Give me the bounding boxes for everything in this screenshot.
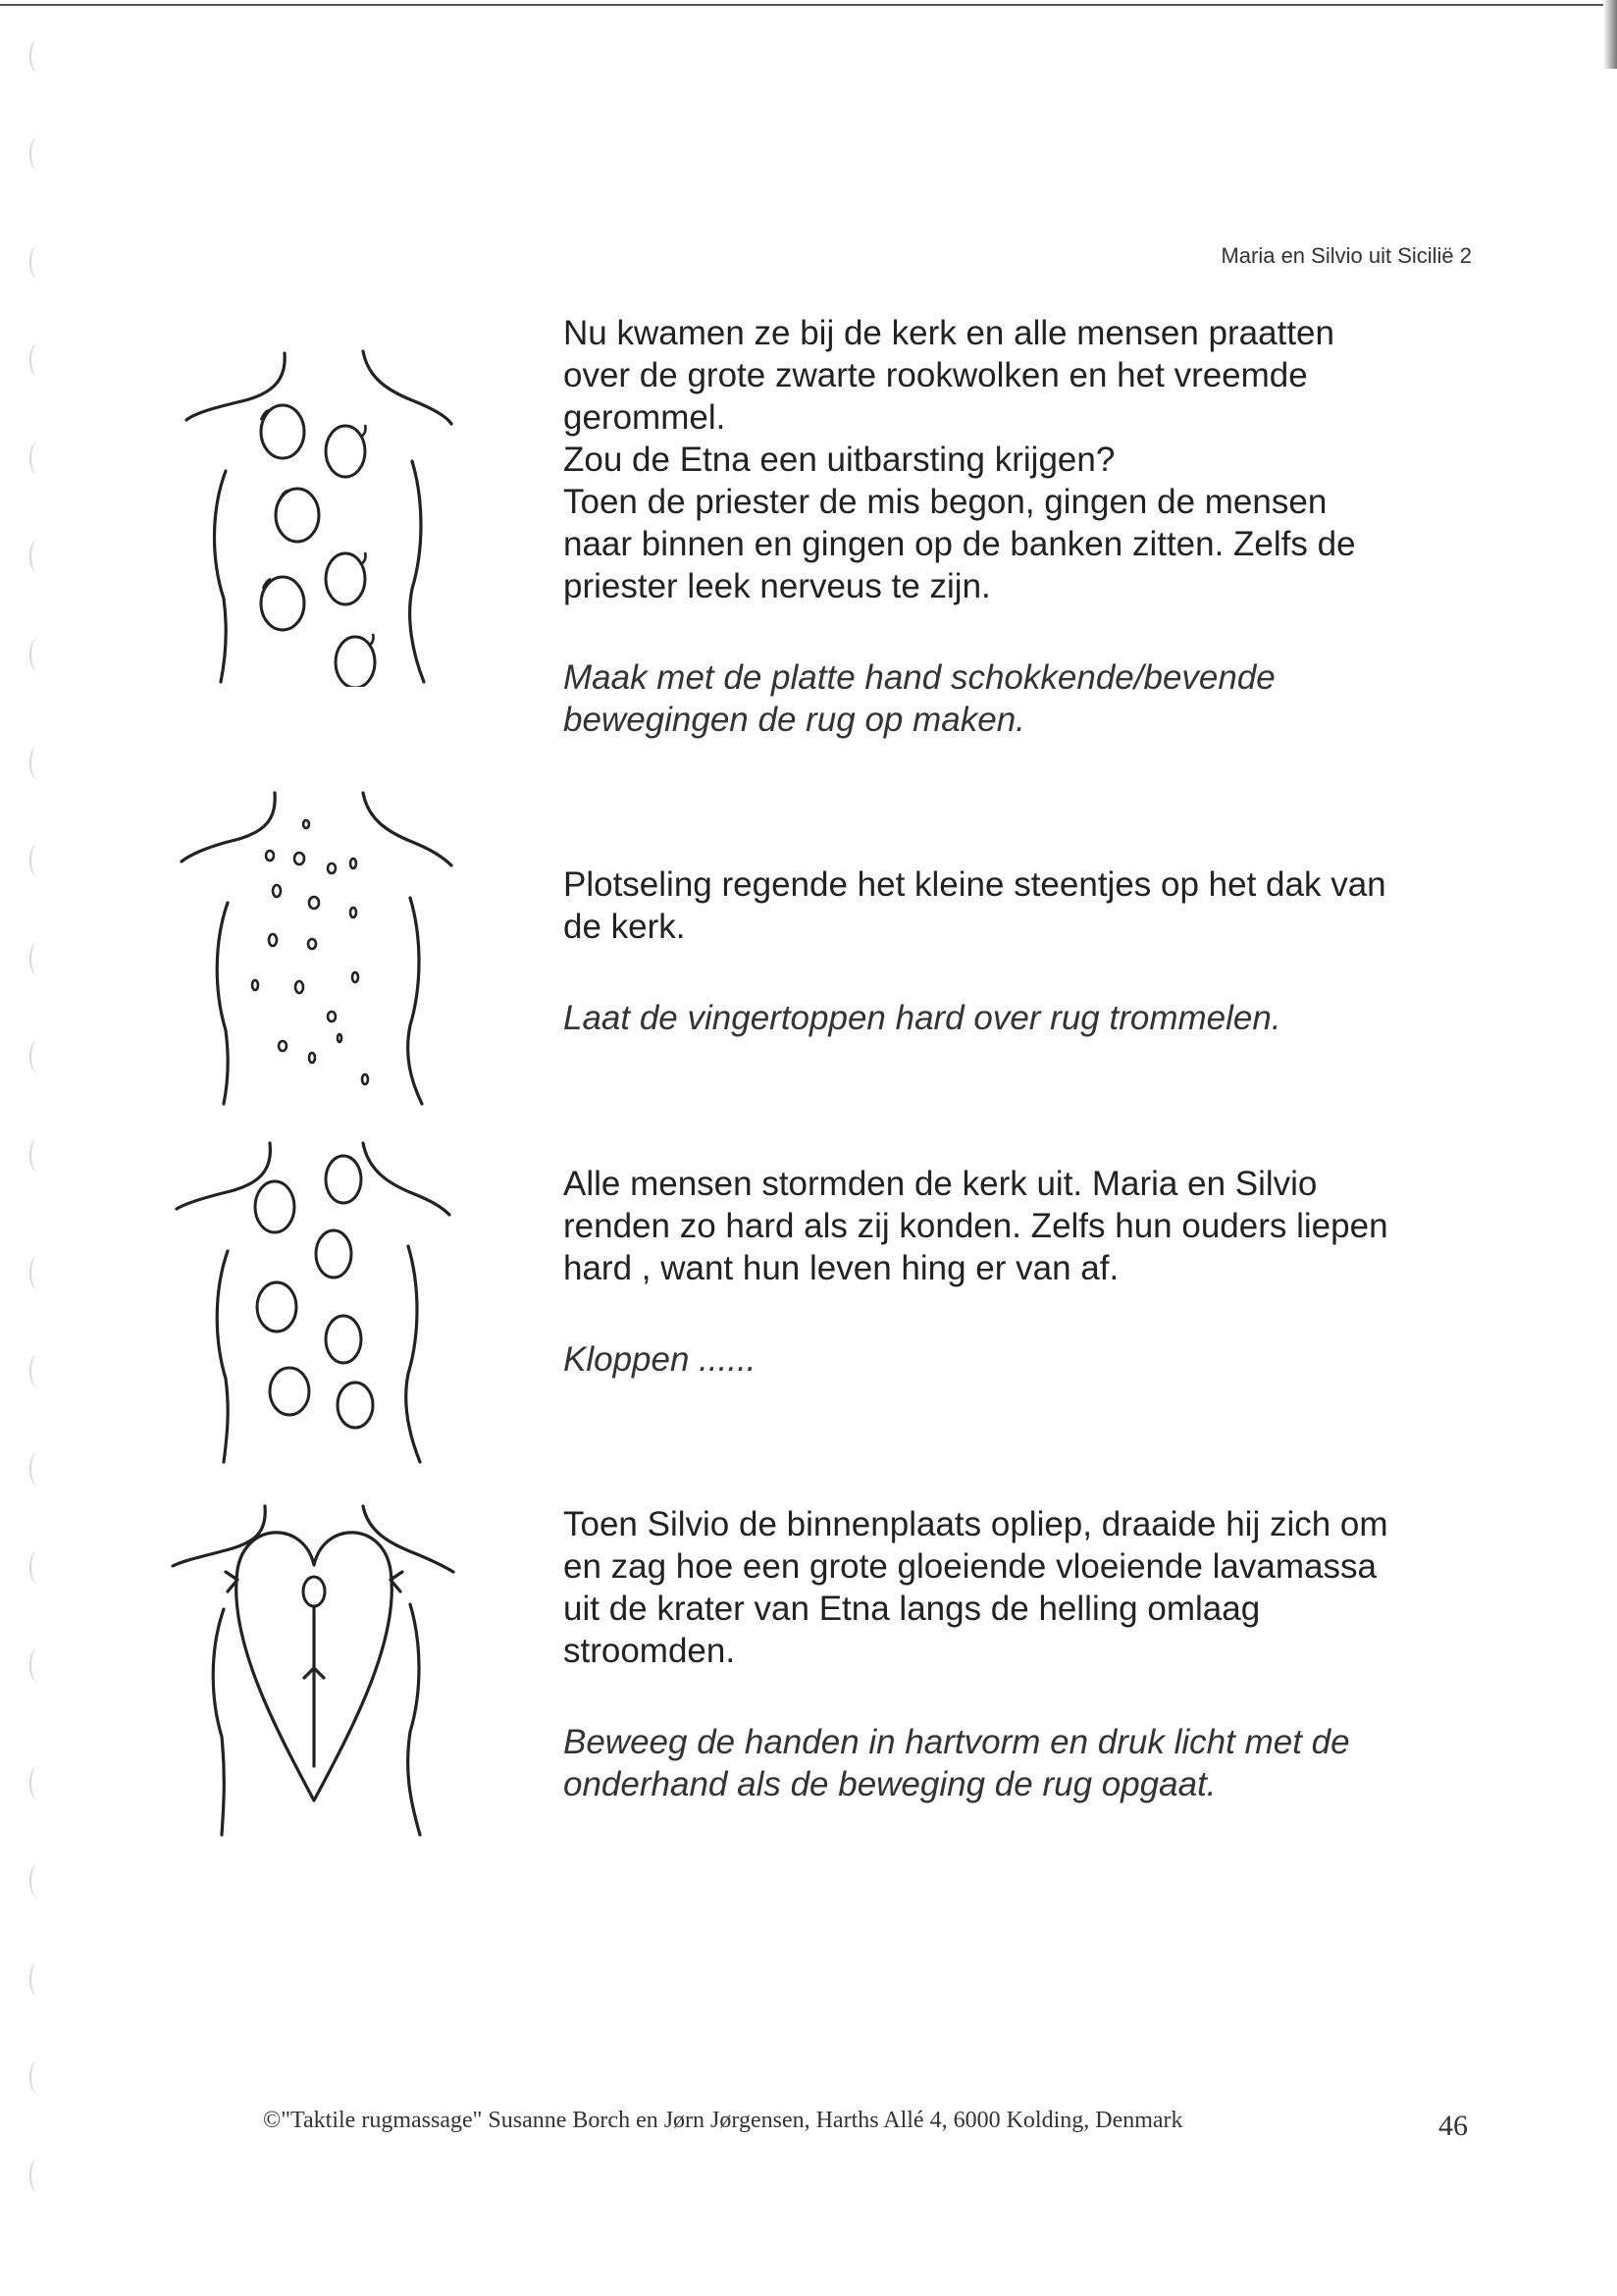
section-2 <box>563 863 1486 1039</box>
page-number: 46 <box>1438 2110 1468 2142</box>
section-2-story: Plotseling regende het kleine steentjes op het dak van de kerk. <box>563 865 1386 946</box>
binder-holes <box>22 39 61 2257</box>
section-4 <box>563 1503 1486 1805</box>
page-top-edge <box>0 0 1617 6</box>
section-1 <box>563 312 1486 741</box>
page-right-shadow <box>1603 0 1617 69</box>
back-figure-dots <box>167 785 471 1109</box>
back-figure-heart <box>167 1501 471 1845</box>
section-1-story: Nu kwamen ze bij de kerk en alle mensen praatten over de grote zwarte rookwolken en het vreemde gerommel. Zou de Etna een uitbarsting krijgen? Toen de priester de mis begon, gingen de mensen naar binnen en gingen op de banken zitten. Zelfs de priester leek nerveus te zijn. <box>563 314 1356 605</box>
copyright-footer: ©"Taktile rugmassage" Susanne Borch en Jørn Jørgensen, Harths Allé 4, 6000 Kolding, Denmark <box>263 2108 1183 2133</box>
section-4-instruction: Beweeg de handen in hartvorm en druk licht met de onderhand als de beweging de rug opgaat. <box>563 1723 1350 1803</box>
section-3-story: Alle mensen stormden de kerk uit. Maria en Silvio renden zo hard als zij konden. Zelfs hun ouders liepen hard , want hun leven hing er van af. <box>563 1165 1388 1287</box>
running-title: Maria en Silvio uit Sicilië 2 <box>1221 243 1472 268</box>
back-figure-circles <box>167 343 471 687</box>
section-4-story: Toen Silvio de binnenplaats opliep, draaide hij zich om en zag hoe een grote gloeiende vloeiende lavamassa uit de krater van Etna langs de helling omlaag stroomden. <box>563 1505 1388 1670</box>
section-3-instruction: Kloppen ...... <box>563 1340 756 1379</box>
section-2-instruction: Laat de vingertoppen hard over rug trommelen. <box>563 999 1281 1037</box>
section-1-instruction: Maak met de platte hand schokkende/bevende bewegingen de rug op maken. <box>563 658 1276 739</box>
section-3 <box>563 1163 1486 1381</box>
back-figure-knocking <box>167 1138 471 1472</box>
